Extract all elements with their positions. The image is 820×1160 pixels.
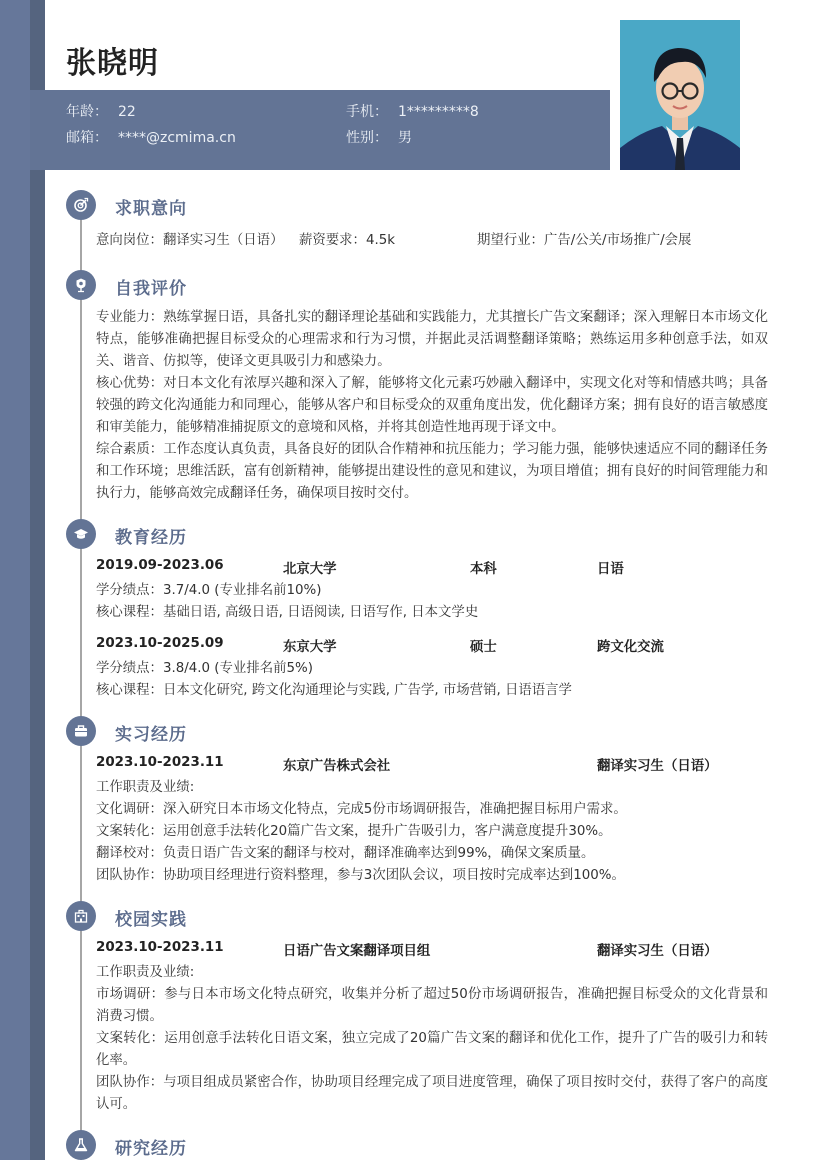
edu-school: 东京大学 — [283, 640, 337, 655]
internship-role: 翻译实习生（日语） — [597, 759, 718, 774]
section-title-internship: 实习经历 — [115, 725, 187, 745]
edu-school: 北京大学 — [283, 562, 337, 577]
internship-line: 团队协作：协助项目经理进行资料整理，参与3次团队会议，项目按时完成率达到100%。 — [96, 868, 625, 883]
flower-badge-icon — [66, 270, 96, 300]
edu-period: 2023.10-2025.09 — [96, 636, 224, 651]
internship-period: 2023.10-2023.11 — [96, 755, 224, 770]
section-title-research: 研究经历 — [115, 1139, 187, 1159]
age-value: 22 — [118, 104, 136, 120]
internship-line: 翻译校对：负责日语广告文案的翻译与校对，翻译准确率达到99%，确保文案质量。 — [96, 846, 595, 861]
section-title-campus: 校园实践 — [115, 910, 187, 930]
self-eval-paragraph: 核心优势：对日本文化有浓厚兴趣和深入了解，能够将文化元素巧妙融入翻译中，实现文化对等和情感共鸣；具备较强的跨文化沟通能力和同理心，能够从客户和目标受众的双重角度出发，优化翻译方案；拥有良好的语言敏感度和审美能力，能够精准捕捉原文的意境和风格，并将其创造性地再现于译文中。 — [96, 376, 768, 435]
flask-icon — [66, 1130, 96, 1160]
campus-paragraph: 团队协作：与项目组成员紧密合作，协助项目经理完成了项目进度管理，确保了项目按时交付，获得了客户的高度认可。 — [96, 1075, 768, 1112]
age-field — [66, 101, 136, 121]
internship-company: 东京广告株式会社 — [283, 759, 391, 774]
timeline-line — [80, 205, 82, 1160]
personal-info-band — [30, 90, 610, 170]
edu-gpa: 学分绩点：3.7/4.0 (专业排名前10%) — [96, 583, 322, 598]
internship-duty-label: 工作职责及业绩: — [96, 780, 195, 795]
section-title-education: 教育经历 — [115, 528, 187, 548]
edu-courses: 核心课程：基础日语, 高级日语, 日语阅读, 日语写作, 日本文学史 — [96, 605, 479, 620]
candidate-name: 张晓明 — [66, 46, 159, 81]
internship-line: 文化调研：深入研究日本市场文化特点，完成5份市场调研报告，准确把握目标用户需求。 — [96, 802, 627, 817]
email-field — [66, 127, 236, 147]
edu-major: 跨文化交流 — [597, 640, 664, 655]
phone-field — [346, 101, 479, 121]
edu-degree: 本科 — [470, 562, 497, 577]
campus-duty-label: 工作职责及业绩: — [96, 965, 195, 980]
email-label: 邮箱： — [66, 130, 108, 146]
profile-photo — [620, 20, 740, 170]
intent-position: 意向岗位：翻译实习生（日语） — [96, 233, 284, 248]
edu-period: 2019.09-2023.06 — [96, 558, 224, 573]
campus-org: 日语广告文案翻译项目组 — [283, 944, 431, 959]
edu-gpa: 学分绩点：3.8/4.0 (专业排名前5%) — [96, 661, 313, 676]
campus-period: 2023.10-2023.11 — [96, 940, 224, 955]
briefcase-icon — [66, 716, 96, 746]
target-icon — [66, 190, 96, 220]
left-sidebar-stripe — [0, 0, 30, 1160]
section-title-self-eval: 自我评价 — [115, 279, 187, 299]
intent-industry: 期望行业：广告/公关/市场推广/会展 — [477, 233, 692, 248]
left-sidebar-inner-stripe — [30, 0, 45, 1160]
gender-value: 男 — [398, 130, 412, 146]
section-title-intent: 求职意向 — [115, 199, 187, 219]
self-eval-paragraph: 综合素质：工作态度认真负责，具备良好的团队合作精神和抗压能力；学习能力强，能够快速适应不同的翻译任务和工作环境；思维活跃，富有创新精神，能够提出建设性的意见和建议，为项目增值；拥有良好的时间管理能力和执行力，能够高效完成翻译任务，确保项目按时交付。 — [96, 442, 768, 501]
self-eval-paragraph: 专业能力：熟练掌握日语，具备扎实的翻译理论基础和实践能力，尤其擅长广告文案翻译；深入理解日本市场文化特点，能够准确把握目标受众的心理需求和行为习惯，并据此灵活调整翻译策略；熟练运用多种创意手法，如双关、谐音、仿拟等，使译文更具吸引力和感染力。 — [96, 310, 768, 369]
gender-field — [346, 127, 412, 147]
phone-value: 1*********8 — [398, 104, 479, 120]
age-label: 年龄： — [66, 104, 108, 120]
edu-degree: 硕士 — [470, 640, 497, 655]
graduation-cap-icon — [66, 519, 96, 549]
email-value: ****@zcmima.cn — [118, 130, 236, 146]
campus-role: 翻译实习生（日语） — [597, 944, 718, 959]
intent-salary: 薪资要求：4.5k — [299, 233, 396, 248]
campus-paragraph: 市场调研：参与日本市场文化特点研究，收集并分析了超过50份市场调研报告，准确把握目标受众的文化背景和消费习惯。 — [96, 987, 768, 1024]
phone-label: 手机： — [346, 104, 388, 120]
campus-paragraph: 文案转化：运用创意手法转化日语文案，独立完成了20篇广告文案的翻译和优化工作，提升了广告的吸引力和转化率。 — [96, 1031, 768, 1068]
edu-courses: 核心课程：日本文化研究, 跨文化沟通理论与实践, 广告学, 市场营销, 日语语言学 — [96, 683, 572, 698]
edu-major: 日语 — [597, 562, 624, 577]
campus-building-icon — [66, 901, 96, 931]
gender-label: 性别： — [346, 130, 388, 146]
portrait-illustration — [620, 20, 740, 170]
internship-line: 文案转化：运用创意手法转化20篇广告文案，提升广告吸引力，客户满意度提升30%。 — [96, 824, 612, 839]
